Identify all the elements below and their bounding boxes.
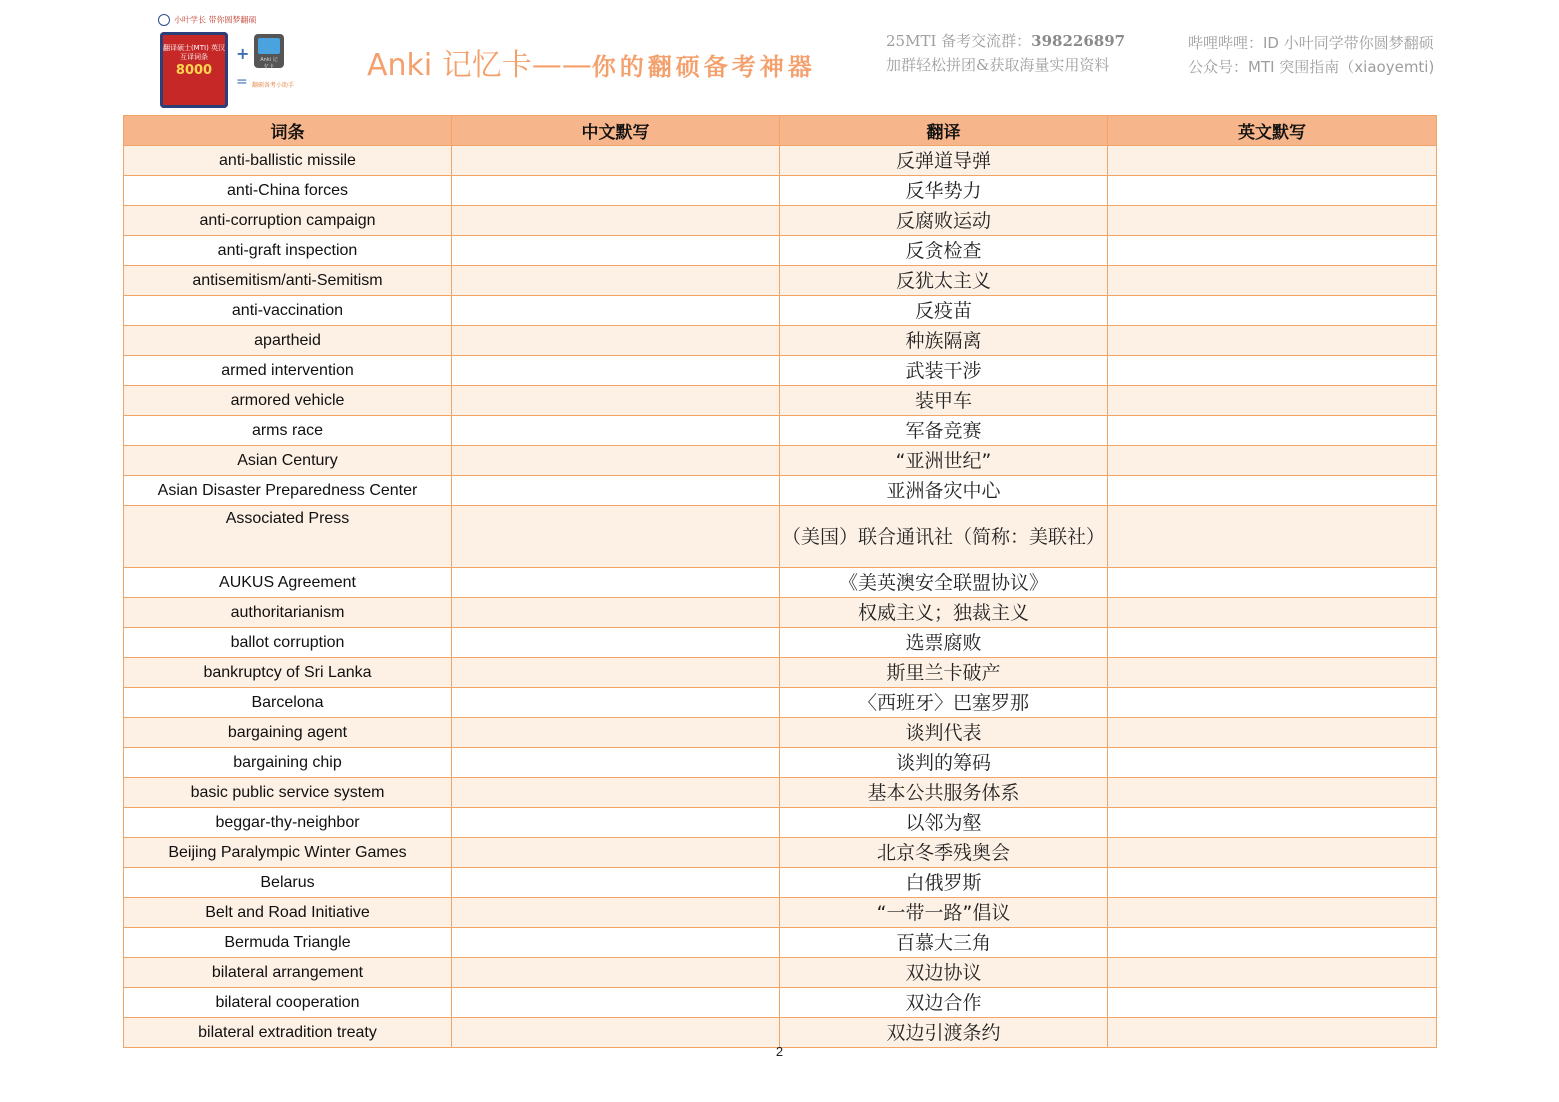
english-dictation-cell	[1108, 808, 1437, 838]
english-dictation-cell	[1108, 838, 1437, 868]
term-cell: bargaining chip	[124, 748, 452, 778]
english-dictation-cell	[1108, 628, 1437, 658]
header-english-dictation: 英文默写	[1108, 116, 1437, 146]
english-dictation-cell	[1108, 506, 1437, 568]
table-row	[124, 206, 1437, 236]
page-title	[367, 40, 816, 84]
translation-cell: 〈西班牙〉巴塞罗那	[780, 688, 1108, 718]
english-dictation-cell	[1108, 176, 1437, 206]
translation-cell: （美国）联合通讯社（简称：美联社）	[780, 506, 1108, 568]
term-cell: Associated Press	[124, 506, 452, 568]
term-cell: AUKUS Agreement	[124, 568, 452, 598]
vocabulary-table	[123, 115, 1437, 1048]
table-row	[124, 658, 1437, 688]
chinese-dictation-cell	[452, 326, 780, 356]
group-number: 398226897	[1031, 32, 1126, 50]
term-cell: anti-corruption campaign	[124, 206, 452, 236]
table-row	[124, 898, 1437, 928]
chinese-dictation-cell	[452, 628, 780, 658]
english-dictation-cell	[1108, 688, 1437, 718]
term-cell: Beijing Paralympic Winter Games	[124, 838, 452, 868]
term-cell: anti-vaccination	[124, 296, 452, 326]
table-row	[124, 326, 1437, 356]
english-dictation-cell	[1108, 296, 1437, 326]
english-dictation-cell	[1108, 206, 1437, 236]
logo-area	[158, 12, 298, 102]
term-cell: Asian Century	[124, 446, 452, 476]
term-cell: Belt and Road Initiative	[124, 898, 452, 928]
table-row	[124, 296, 1437, 326]
translation-cell: 装甲车	[780, 386, 1108, 416]
term-cell: bargaining agent	[124, 718, 452, 748]
wechat-account: 公众号：MTI 突围指南（xiaoyemti)	[1188, 58, 1435, 76]
chinese-dictation-cell	[452, 296, 780, 326]
english-dictation-cell	[1108, 748, 1437, 778]
term-cell: antisemitism/anti-Semitism	[124, 266, 452, 296]
translation-cell: 反贪检查	[780, 236, 1108, 266]
chinese-dictation-cell	[452, 476, 780, 506]
english-dictation-cell	[1108, 146, 1437, 176]
chinese-dictation-cell	[452, 1018, 780, 1048]
chinese-dictation-cell	[452, 688, 780, 718]
chinese-dictation-cell	[452, 266, 780, 296]
term-cell: apartheid	[124, 326, 452, 356]
translation-cell: 基本公共服务体系	[780, 778, 1108, 808]
term-cell: arms race	[124, 416, 452, 446]
english-dictation-cell	[1108, 658, 1437, 688]
chinese-dictation-cell	[452, 146, 780, 176]
term-cell: bankruptcy of Sri Lanka	[124, 658, 452, 688]
english-dictation-cell	[1108, 236, 1437, 266]
english-dictation-cell	[1108, 898, 1437, 928]
term-cell: bilateral extradition treaty	[124, 1018, 452, 1048]
chinese-dictation-cell	[452, 658, 780, 688]
chinese-dictation-cell	[452, 386, 780, 416]
translation-cell: 斯里兰卡破产	[780, 658, 1108, 688]
title-subtitle: 你的翻硕备考神器	[591, 52, 816, 81]
translation-cell: 种族隔离	[780, 326, 1108, 356]
english-dictation-cell	[1108, 326, 1437, 356]
table-row	[124, 718, 1437, 748]
table-row	[124, 598, 1437, 628]
english-dictation-cell	[1108, 386, 1437, 416]
chinese-dictation-cell	[452, 446, 780, 476]
english-dictation-cell	[1108, 988, 1437, 1018]
table-row	[124, 176, 1437, 206]
chinese-dictation-cell	[452, 958, 780, 988]
table-row	[124, 988, 1437, 1018]
term-cell: beggar-thy-neighbor	[124, 808, 452, 838]
table-row	[124, 748, 1437, 778]
term-cell: anti-graft inspection	[124, 236, 452, 266]
term-cell: armed intervention	[124, 356, 452, 386]
bilibili-id: 哔哩哔哩：ID 小叶同学带你圆梦翻硕	[1188, 34, 1434, 52]
group-label: 25MTI 备考交流群：	[886, 32, 1032, 50]
term-cell: authoritarianism	[124, 598, 452, 628]
term-cell: basic public service system	[124, 778, 452, 808]
table-row	[124, 868, 1437, 898]
english-dictation-cell	[1108, 928, 1437, 958]
translation-cell: 反腐败运动	[780, 206, 1108, 236]
translation-cell: 白俄罗斯	[780, 868, 1108, 898]
english-dictation-cell	[1108, 356, 1437, 386]
english-dictation-cell	[1108, 778, 1437, 808]
translation-cell: “亚洲世纪”	[780, 446, 1108, 476]
table-row	[124, 778, 1437, 808]
chinese-dictation-cell	[452, 506, 780, 568]
translation-cell: 反华势力	[780, 176, 1108, 206]
term-cell: anti-ballistic missile	[124, 146, 452, 176]
term-cell: armored vehicle	[124, 386, 452, 416]
table-row	[124, 928, 1437, 958]
chinese-dictation-cell	[452, 176, 780, 206]
table-header-row	[124, 116, 1437, 146]
chinese-dictation-cell	[452, 928, 780, 958]
anki-app-icon: Anki 记忆卡	[254, 34, 284, 68]
table-row	[124, 1018, 1437, 1048]
chinese-dictation-cell	[452, 808, 780, 838]
table-row	[124, 266, 1437, 296]
english-dictation-cell	[1108, 718, 1437, 748]
table-row	[124, 628, 1437, 658]
social-info	[1188, 31, 1434, 79]
translation-cell: 反犹太主义	[780, 266, 1108, 296]
translation-cell: 双边引渡条约	[780, 1018, 1108, 1048]
translation-cell: 军备竞赛	[780, 416, 1108, 446]
english-dictation-cell	[1108, 266, 1437, 296]
translation-cell: 谈判的筹码	[780, 748, 1108, 778]
translation-cell: 《美英澳安全联盟协议》	[780, 568, 1108, 598]
logo-brand-text: 小叶学长 带你圆梦翻硕	[158, 14, 257, 26]
chinese-dictation-cell	[452, 718, 780, 748]
table-row	[124, 506, 1437, 568]
english-dictation-cell	[1108, 476, 1437, 506]
translation-cell: 双边协议	[780, 958, 1108, 988]
table-row	[124, 476, 1437, 506]
translation-cell: 反疫苗	[780, 296, 1108, 326]
translation-cell: 双边合作	[780, 988, 1108, 1018]
term-cell: anti-China forces	[124, 176, 452, 206]
title-main: Anki 记忆卡——	[367, 48, 592, 83]
term-cell: Barcelona	[124, 688, 452, 718]
translation-cell: 百慕大三角	[780, 928, 1108, 958]
header-term: 词条	[124, 116, 452, 146]
chinese-dictation-cell	[452, 748, 780, 778]
term-cell: Asian Disaster Preparedness Center	[124, 476, 452, 506]
translation-cell: 权威主义；独裁主义	[780, 598, 1108, 628]
plus-icon: +	[236, 44, 250, 63]
table-row	[124, 958, 1437, 988]
book-cover-image: 翻译硕士(MTI) 英汉互译词条 8000	[160, 32, 228, 108]
table-row	[124, 568, 1437, 598]
table-row	[124, 808, 1437, 838]
translation-cell: 反弹道导弹	[780, 146, 1108, 176]
group-info	[886, 29, 1125, 77]
chinese-dictation-cell	[452, 868, 780, 898]
table-row	[124, 356, 1437, 386]
english-dictation-cell	[1108, 1018, 1437, 1048]
translation-cell: 武装干涉	[780, 356, 1108, 386]
term-cell: bilateral cooperation	[124, 988, 452, 1018]
translation-cell: “一带一路”倡议	[780, 898, 1108, 928]
chinese-dictation-cell	[452, 416, 780, 446]
table-row	[124, 236, 1437, 266]
chinese-dictation-cell	[452, 988, 780, 1018]
header-chinese-dictation: 中文默写	[452, 116, 780, 146]
english-dictation-cell	[1108, 416, 1437, 446]
chinese-dictation-cell	[452, 898, 780, 928]
table-row	[124, 446, 1437, 476]
english-dictation-cell	[1108, 958, 1437, 988]
chinese-dictation-cell	[452, 838, 780, 868]
translation-cell: 选票腐败	[780, 628, 1108, 658]
table-row	[124, 146, 1437, 176]
translation-cell: 谈判代表	[780, 718, 1108, 748]
english-dictation-cell	[1108, 568, 1437, 598]
table-row	[124, 386, 1437, 416]
table-row	[124, 838, 1437, 868]
translation-cell: 北京冬季残奥会	[780, 838, 1108, 868]
translation-cell: 以邻为壑	[780, 808, 1108, 838]
chinese-dictation-cell	[452, 356, 780, 386]
logo-equal-text: 翻硕备考小助手	[252, 82, 295, 89]
table-row	[124, 688, 1437, 718]
term-cell: Bermuda Triangle	[124, 928, 452, 958]
header-translation: 翻译	[780, 116, 1108, 146]
group-description: 加群轻松拼团&获取海量实用资料	[886, 56, 1110, 74]
chinese-dictation-cell	[452, 206, 780, 236]
chinese-dictation-cell	[452, 778, 780, 808]
table-row	[124, 416, 1437, 446]
equals-icon: =	[236, 74, 248, 90]
chinese-dictation-cell	[452, 598, 780, 628]
translation-cell: 亚洲备灾中心	[780, 476, 1108, 506]
english-dictation-cell	[1108, 868, 1437, 898]
term-cell: bilateral arrangement	[124, 958, 452, 988]
english-dictation-cell	[1108, 598, 1437, 628]
emblem-icon	[158, 14, 170, 26]
page-number: 2	[775, 1044, 784, 1059]
chinese-dictation-cell	[452, 236, 780, 266]
term-cell: Belarus	[124, 868, 452, 898]
english-dictation-cell	[1108, 446, 1437, 476]
chinese-dictation-cell	[452, 568, 780, 598]
term-cell: ballot corruption	[124, 628, 452, 658]
